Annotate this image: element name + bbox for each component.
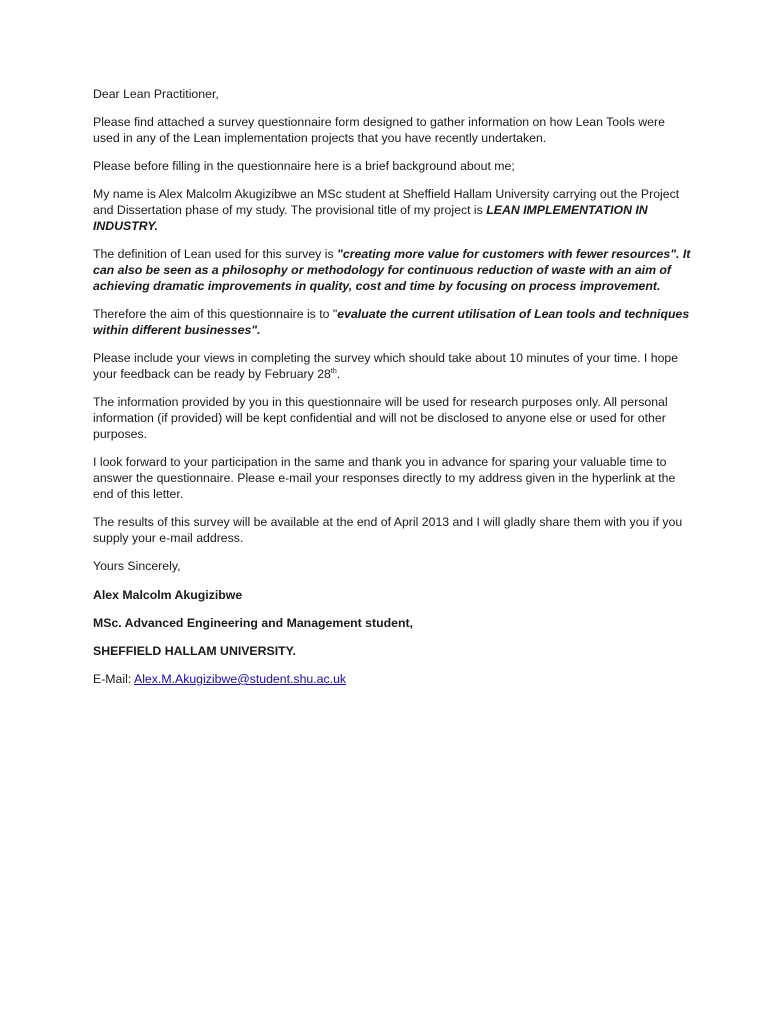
project-title: LEAN IMPLEMENTATION IN INDUSTRY. xyxy=(93,203,648,233)
paragraph-background: Please before filling in the questionnaire here is a brief background about me; xyxy=(93,159,515,173)
aim-quote: evaluate the current utilisation of Lean tools and techniques within different businesses". xyxy=(93,307,690,337)
signature-name: Alex Malcolm Akugizibwe xyxy=(93,588,243,602)
author-text: My name is Alex Malcolm Akugizibwe an MSc student at Sheffield Hallam University carrying out the Project and Dissertation phase of my study. The provisional title of my project is xyxy=(93,187,680,217)
signature-institution: SHEFFIELD HALLAM UNIVERSITY. xyxy=(93,644,296,658)
signature-block xyxy=(93,587,693,687)
paragraph-intro: Please find attached a survey questionnaire form designed to gather information on how Lean Tools were used in any of the Lean implementation projects that you have recently undertaken. xyxy=(93,115,665,145)
paragraph-deadline xyxy=(93,350,693,382)
email-link[interactable]: Alex.M.Akugizibwe@student.shu.ac.uk xyxy=(134,672,347,686)
closing: Yours Sincerely, xyxy=(93,559,181,573)
salutation: Dear Lean Practitioner, xyxy=(93,87,219,101)
deadline-superscript: th xyxy=(330,367,337,375)
paragraph-thanks: I look forward to your participation in the same and thank you in advance for sparing your valuable time to answer the questionnaire. Please e-mail your responses directly to my address given in the hyperlink at the end of this letter. xyxy=(93,455,676,501)
paragraph-results: The results of this survey will be available at the end of April 2013 and I will gladly share them with you if you supply your e-mail address. xyxy=(93,515,683,545)
email-label: E-Mail: xyxy=(93,672,134,686)
email-line xyxy=(93,671,693,687)
paragraph-aim xyxy=(93,306,693,338)
paragraph-confidentiality: The information provided by you in this questionnaire will be used for research purposes only. All personal information (if provided) will be kept confidential and will not be disclosed to anyone else or used for other purposes. xyxy=(93,395,668,441)
deadline-end: . xyxy=(336,367,341,381)
deadline-text: Please include your views in completing the survey which should take about 10 minutes of your time. I hope your feedback can be ready by February 28 xyxy=(93,351,679,381)
paragraph-definition xyxy=(93,246,693,294)
lean-definition-quote: "creating more value for customers with fewer resources". It can also be seen as a philosophy or methodology for continuous reduction of waste with an aim of achieving dramatic improvements in quality, cost and time by focusing on process improvement. xyxy=(93,247,691,293)
letter-body xyxy=(93,86,693,699)
paragraph-author xyxy=(93,186,693,234)
aim-text: Therefore the aim of this questionnaire is to " xyxy=(93,307,338,321)
definition-text: The definition of Lean used for this survey is xyxy=(93,247,338,261)
signature-role: MSc. Advanced Engineering and Management student, xyxy=(93,616,413,630)
